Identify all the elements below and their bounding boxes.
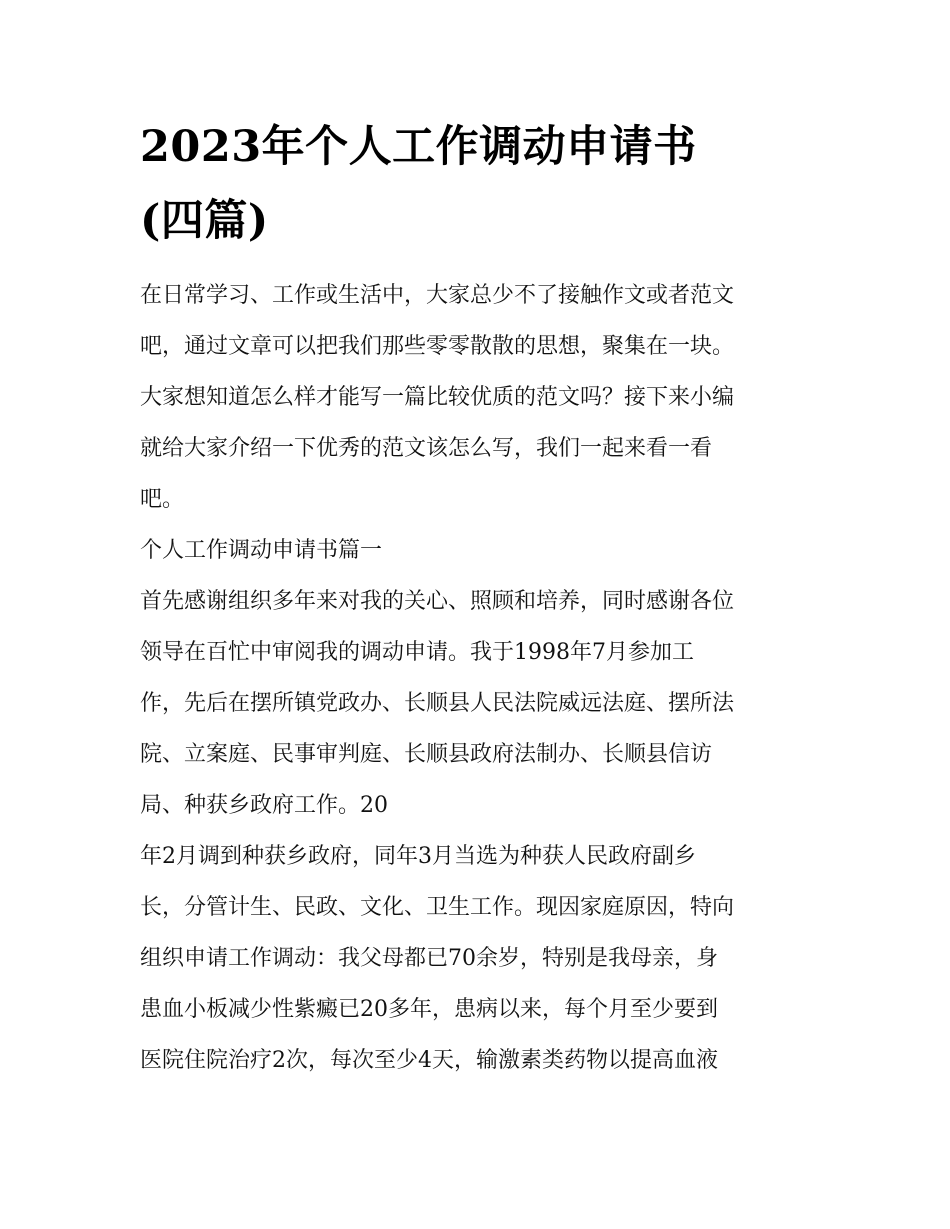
title-line-2: (四篇) bbox=[140, 196, 269, 246]
body-line: 长，分管计生、民政、文化、卫生工作。现因家庭原因，特向 bbox=[140, 895, 735, 920]
body-line: 医院住院治疗2次，每次至少4天，输激素类药物以提高血液 bbox=[140, 1048, 718, 1073]
section-heading: 个人工作调动申请书篇一 bbox=[140, 538, 383, 563]
body-line: 年2月调到种获乡政府，同年3月当选为种获人民政府副乡 bbox=[140, 844, 696, 869]
body-line: 作，先后在摆所镇党政办、长顺县人民法院威远法庭、摆所法 bbox=[140, 691, 735, 716]
body-line: 吧，通过文章可以把我们那些零零散散的思想，聚集在一块。 bbox=[140, 334, 735, 359]
document-title bbox=[140, 110, 820, 258]
body-line: 在日常学习、工作或生活中，大家总少不了接触作文或者范文 bbox=[140, 283, 735, 308]
body-line: 大家想知道怎么样才能写一篇比较优质的范文吗？接下来小编 bbox=[140, 385, 735, 410]
body-line: 患血小板减少性紫癜已20多年，患病以来，每个月至少要到 bbox=[140, 997, 718, 1022]
body-line: 首先感谢组织多年来对我的关心、照顾和培养，同时感谢各位 bbox=[140, 589, 735, 614]
body-line: 就给大家介绍一下优秀的范文该怎么写，我们一起来看一看 bbox=[140, 436, 713, 461]
body-line: 吧。 bbox=[140, 487, 185, 512]
title-line-1: 2023年个人工作调动申请书 bbox=[140, 122, 697, 172]
body-line: 局、种获乡政府工作。20 bbox=[140, 793, 388, 818]
document-page bbox=[140, 110, 820, 1086]
body-line: 领导在百忙中审阅我的调动申请。我于1998年7月参加工 bbox=[140, 640, 694, 665]
body-line: 组织申请工作调动：我父母都已70余岁，特别是我母亲，身 bbox=[140, 946, 718, 971]
document-body bbox=[140, 270, 820, 1086]
body-line: 院、立案庭、民事审判庭、长顺县政府法制办、长顺县信访 bbox=[140, 742, 713, 767]
